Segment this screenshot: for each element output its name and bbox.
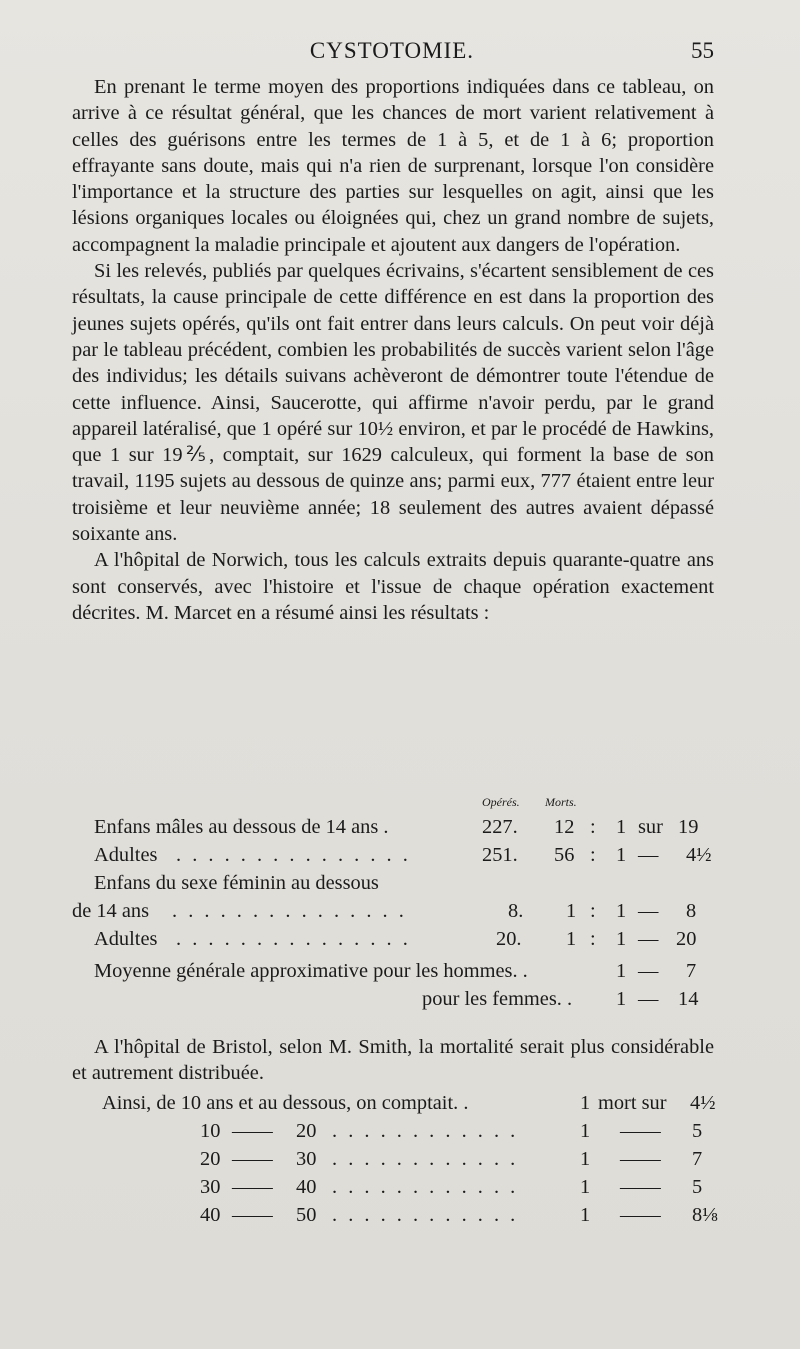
paragraph: A l'hôpital de Bristol, selon M. Smith, la mortalité serait plus considérable et autrement distribuée.	[72, 1036, 714, 1085]
ratio-second: 4½	[686, 844, 712, 866]
morts-value: 12	[554, 816, 575, 838]
ratio-first: 1	[580, 1148, 591, 1170]
dot-leader: . . . . . . . . . . . . . . .	[176, 844, 411, 866]
age-from: 30	[200, 1176, 221, 1198]
morts-value: 56	[554, 844, 575, 866]
age-to: 40	[296, 1176, 317, 1198]
ratio-first: 1	[616, 988, 627, 1010]
row-label: Adultes	[94, 844, 158, 866]
dot-leader: . . . . . . . . . . . .	[332, 1176, 519, 1198]
dot-leader: . . . . . . . . . . . .	[332, 1204, 519, 1226]
bristol-table	[72, 1092, 722, 1232]
ratio-joiner: ——	[620, 1120, 661, 1142]
ratio-joiner: ——	[620, 1148, 661, 1170]
row-label: Enfans du sexe féminin au dessous	[94, 872, 379, 894]
age-to: 30	[296, 1148, 317, 1170]
ratio-first: 1	[580, 1176, 591, 1198]
age-to: 20	[296, 1120, 317, 1142]
table-row	[72, 844, 722, 872]
ratio-joiner: —	[638, 844, 659, 866]
operes-value: 251.	[482, 844, 518, 866]
row-label: Ainsi, de 10 ans et au dessous, on comptait. .	[102, 1092, 469, 1114]
ratio-separator: :	[590, 816, 596, 838]
row-label: Enfans mâles au dessous de 14 ans .	[94, 816, 389, 838]
ratio-second: 5	[692, 1176, 703, 1198]
table-row	[72, 900, 722, 928]
paragraph: A l'hôpital de Norwich, tous les calculs extraits depuis quarante-quatre ans sont conservés, avec l'histoire et l'issue de chaque opération exactement décrites. M. Marcet en a résumé ainsi les résultats :	[72, 549, 714, 624]
ratio-first: 1	[616, 928, 627, 950]
age-from: 10	[200, 1120, 221, 1142]
age-from: 20	[200, 1148, 221, 1170]
average-label: pour les femmes. .	[422, 988, 573, 1010]
table-row	[72, 1204, 722, 1232]
running-title: CYSTOTOMIE.	[309, 38, 475, 63]
dot-leader: . . . . . . . . . . . .	[332, 1120, 519, 1142]
ratio-first: 1	[616, 960, 627, 982]
dot-leader: . . . . . . . . . . . . . . .	[172, 900, 407, 922]
table-row	[72, 1092, 722, 1120]
ratio-joiner: ——	[620, 1176, 661, 1198]
table-row	[72, 928, 722, 956]
dot-leader: . . . . . . . . . . . .	[332, 1148, 519, 1170]
column-header-morts: Morts.	[545, 795, 577, 809]
ratio-joiner: ——	[620, 1204, 661, 1226]
morts-value: 1	[566, 928, 577, 950]
average-row-women	[72, 988, 722, 1016]
column-header-operes: Opérés.	[482, 795, 520, 809]
body-text	[72, 74, 714, 626]
operes-value: 8.	[508, 900, 524, 922]
ratio-second: 7	[692, 1148, 703, 1170]
norwich-table	[72, 816, 722, 1016]
dot-leader: . . . . . . . . . . . . . . .	[176, 928, 411, 950]
table-row	[72, 1148, 722, 1176]
table-row	[72, 872, 722, 900]
age-dash: ——	[232, 1148, 273, 1170]
ratio-second: 19	[678, 816, 699, 838]
ratio-second: 14	[678, 988, 699, 1010]
ratio-joiner: sur	[638, 816, 663, 838]
page-header	[70, 38, 714, 68]
row-label: Adultes	[94, 928, 158, 950]
ratio-first: 1	[616, 844, 627, 866]
ratio-joiner: mort sur	[598, 1092, 667, 1114]
ratio-separator: :	[590, 928, 596, 950]
morts-value: 1	[566, 900, 577, 922]
ratio-separator: :	[590, 844, 596, 866]
age-dash: ——	[232, 1176, 273, 1198]
paragraph: Si les relevés, publiés par quelques écrivains, s'écartent sensiblement de ces résultats, la cause principale de cette différence en est dans la proportion des jeunes sujets opérés, qu'ils ont fait entrer dans leurs calculs. On peut voir déjà par le tableau précédent, combien les probabilités de succès varient selon l'âge des individus; les détails suivans achèveront de démontrer toute l'étendue de cette influence. Ainsi, Saucerotte, qui affirme n'avoir perdu, par le grand appareil latéralisé, que 1 opéré sur 10½ environ, et par le procédé de Hawkins, que 1 sur 19⅖, comptait, sur 1629 calculeux, qui forment la base de son travail, 1195 sujets au dessous de quinze ans; parmi eux, 777 étaient entre leur troisième et leur neuvième année; 18 seulement des autres avaient dépassé soixante ans.	[72, 260, 714, 546]
age-from: 40	[200, 1204, 221, 1226]
bristol-text	[72, 1034, 714, 1087]
age-dash: ——	[232, 1120, 273, 1142]
row-label: de 14 ans	[72, 900, 150, 922]
average-label: Moyenne générale approximative pour les hommes. .	[94, 960, 528, 982]
ratio-joiner: —	[638, 960, 659, 982]
ratio-first: 1	[616, 816, 627, 838]
age-to: 50	[296, 1204, 317, 1226]
age-dash: ——	[232, 1204, 273, 1226]
average-row-men	[72, 960, 722, 988]
ratio-joiner: —	[638, 928, 659, 950]
table-row	[72, 1176, 722, 1204]
ratio-first: 1	[580, 1092, 591, 1114]
ratio-separator: :	[590, 900, 596, 922]
page-number: 55	[691, 38, 714, 63]
ratio-first: 1	[580, 1120, 591, 1142]
ratio-second: 5	[692, 1120, 703, 1142]
ratio-joiner: —	[638, 988, 659, 1010]
ratio-second: 8⅛	[692, 1204, 718, 1226]
ratio-second: 20	[676, 928, 697, 950]
ratio-second: 7	[686, 960, 697, 982]
table-row	[72, 816, 722, 844]
operes-value: 20.	[496, 928, 522, 950]
ratio-joiner: —	[638, 900, 659, 922]
operes-value: 227.	[482, 816, 518, 838]
ratio-first: 1	[616, 900, 627, 922]
table-row	[72, 1120, 722, 1148]
paragraph: En prenant le terme moyen des proportions indiquées dans ce tableau, on arrive à ce résultat général, que les chances de mort varient relativement à celles des guérisons entre les termes de 1 à 5, et de 1 à 6; proportion effrayante sans doute, mais qui n'a rien de surprenant, lorsque l'on considère l'importance et la structure des parties sur lesquelles on agit, ainsi que les lésions organiques locales ou éloignées qui, chez un grand nombre de sujets, accompagnent la maladie principale et ajoutent aux dangers de l'opération.	[72, 76, 714, 256]
ratio-second: 4½	[690, 1092, 716, 1114]
ratio-second: 8	[686, 900, 697, 922]
ratio-first: 1	[580, 1204, 591, 1226]
